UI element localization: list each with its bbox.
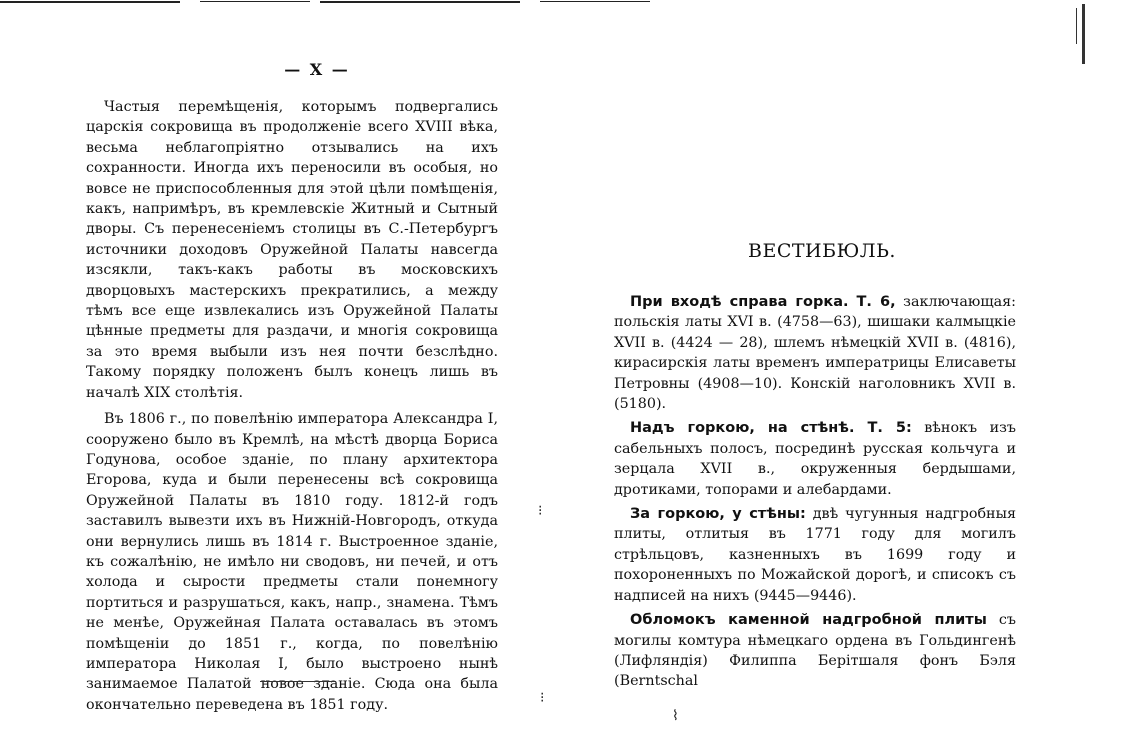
page-number: — X —: [284, 60, 350, 79]
entry-4-text: съ могилы комтура нѣмецкаго ордена въ Гольдингенѣ (Лифляндія) Филиппа Берітшаля фонъ Бэля (Berntschal: [614, 612, 1016, 690]
gutter-speck-2: ⁝: [540, 690, 545, 706]
entry-4: [614, 610, 1016, 692]
paragraph-2: Въ 1806 г., по повелѣнію императора Александра I, сооружено было въ Кремлѣ, на мѣстѣ дворца Бориса Годунова, особое зданіе, по плану архитектора Егорова, куда и были перенесены всѣ сокровища Оружейной Палаты въ 1810 году. 1812-й годъ заставилъ вывезти ихъ въ Нижній-Новгородъ, откуда они вернулись лишь въ 1814 г. Выстроенное зданіе, къ сожалѣнію, не имѣло ни сводовъ, ни печей, и отъ холода и сырости предметы стали понемногу портиться и разрушаться, какъ, напр., знамена. Тѣмъ не менѣе, Оружейная Палата оставалась въ этомъ помѣщеніи до 1851 г., когда, по повелѣнію императора Николая I, было выстроено нынѣ занимаемое Палатой новое зданіе. Сюда она была окончательно переведена въ 1851 году.: [86, 411, 498, 713]
gutter-line-right: [1082, 4, 1085, 64]
scan-top-border: [0, 0, 1140, 6]
paragraph-1: Частыя перемѣщенія, которымъ подвергались царскія сокровища въ продолженіе всего XVIII вѣка, весьма неблагопріятно отзывались на ихъ сохранности. Иногда ихъ переносили въ особыя, но вовсе не приспособленныя для этой цѣли помѣщенія, какъ, напримѣръ, въ кремлевскіе Житный и Сытный дворы. Съ перенесеніемъ столицы въ С.-Петербургъ источники доходовъ Оружейной Палаты навсегда изсякли, такъ-какъ работы въ московскихъ дворцовыхъ мастерскихъ прекратились, а между тѣмъ все еще извлекались изъ Оружейной Палаты цѣнные предметы для раздачи, и многія сокровища за это время выбыли изъ нея почти безслѣдно. Такому порядку положенъ былъ конецъ лишь въ началѣ XIX столѣтія.: [86, 99, 498, 401]
section-title: ВЕСТИБЮЛЬ.: [748, 240, 896, 262]
end-rule: [260, 681, 336, 682]
gutter-line-right-thin: [1076, 8, 1077, 44]
entry-1-text: заключающая: польскія латы XVI в. (4758—63), шишаки калмыцкіе XVII в. (4424 — 28), шлемъ нѣмецкій XVII в. (4816), кирасирскія латы временъ императрицы Елисаветы Петровны (4908—10). Конскій наголовникъ XVII в. (5180).: [614, 294, 1017, 413]
entry-2-lead: Надъ горкою, на стѣнѣ. Т. 5:: [630, 420, 912, 437]
left-page: [86, 60, 498, 715]
entry-1-lead: При входѣ справа горка. Т. 6,: [630, 294, 896, 310]
entry-3-lead: За горкою, у стѣны:: [630, 506, 806, 523]
entry-3-text: двѣ чугунныя надгробныя плиты, отлитыя въ 1771 году для могилъ стрѣльцовъ, казненныхъ въ 1699 году и похороненныхъ по Можайской дорогѣ, и списокъ съ надписей на нихъ (9445—9446).: [614, 506, 1016, 604]
entry-2-text: вѣнокъ изъ сабельныхъ полосъ, посрединѣ русская кольчуга и зерцала XVII в., окруженныя бердышами, дротиками, топорами и алебардами.: [614, 420, 1016, 498]
gutter-speck-3: ⌇: [672, 708, 679, 724]
entry-4-lead: Обломокъ каменной надгробной плиты: [630, 612, 987, 629]
right-page: [614, 240, 1016, 696]
entry-1: [614, 292, 1016, 414]
entry-3: [614, 504, 1016, 606]
gutter-speck-1: ⁝: [538, 503, 543, 519]
entry-2: [614, 418, 1016, 500]
